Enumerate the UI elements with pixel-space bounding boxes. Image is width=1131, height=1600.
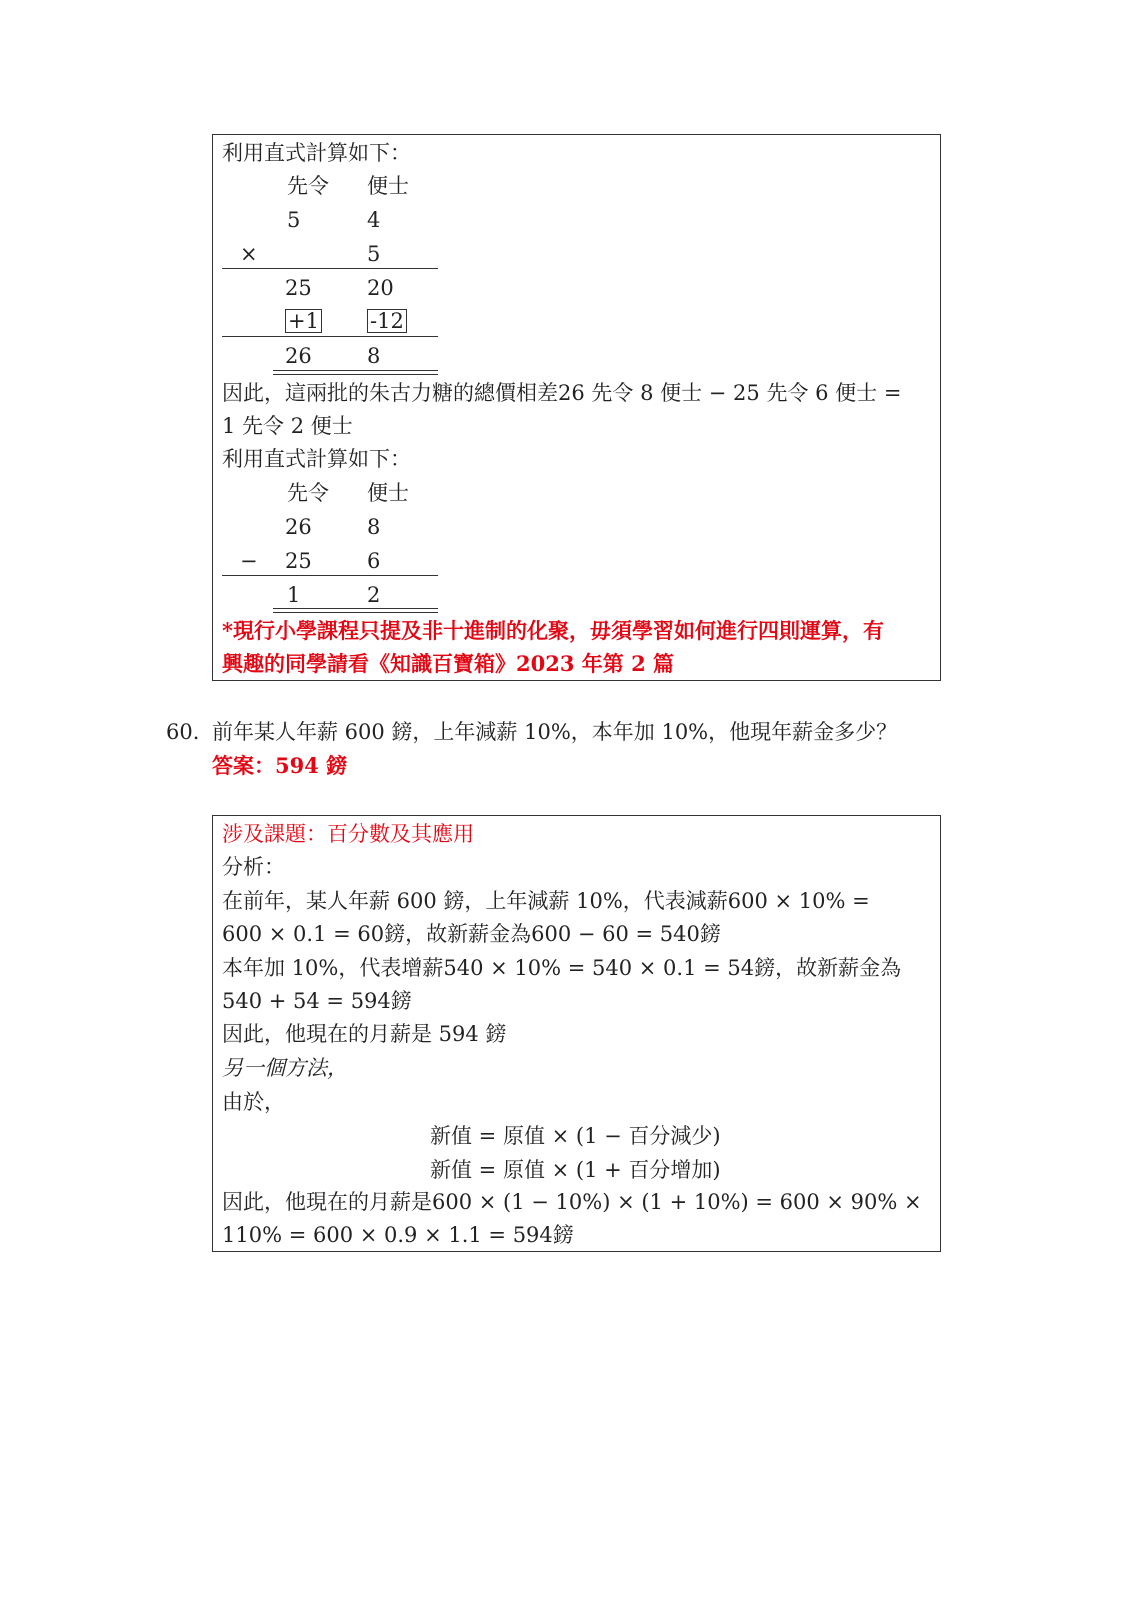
conclusion-line-1: 因此，這兩批的朱古力糖的總價相差26 先令 8 便士 − 25 先令 6 便士 = [222,381,902,405]
calc1-row2-pence: 5 [367,242,381,266]
calc1-carry-pence: -12 [367,309,407,333]
question-number: 60. [166,720,200,744]
calc2-header-pence: 便士 [367,481,409,505]
calc1-double-rule [273,370,438,375]
conclusion-line-2: 1 先令 2 便士 [222,414,353,438]
calc2-row1-pence: 8 [367,515,381,539]
calc1-result-shilling: 26 [285,344,312,368]
analysis-line-3: 本年加 10%，代表增薪540 × 10% = 540 × 0.1 = 54鎊，故新薪金為 [222,956,902,980]
calc1-header-shilling: 先令 [287,174,329,198]
calc1-rule-1 [222,268,438,269]
calc2-row1-shilling: 26 [285,515,312,539]
answer-text: 答案：594 鎊 [212,753,348,778]
analysis-line-7: 110% = 600 × 0.9 × 1.1 = 594鎊 [222,1223,574,1247]
calc1-rule-2 [222,336,438,337]
working-box-1 [212,134,941,681]
calc1-row1-shilling: 5 [287,208,301,232]
formula-decrease: 新值 = 原值 × (1 − 百分減少) [430,1124,721,1148]
curriculum-note-line-1: *現行小學課程只提及非十進制的化聚，毋須學習如何進行四則運算，有 [222,618,884,643]
calc2-rule [222,575,438,576]
calc1-row3-shilling: 25 [285,276,312,300]
calc2-header-shilling: 先令 [287,481,329,505]
analysis-line-2: 600 × 0.1 = 60鎊，故新薪金為600 − 60 = 540鎊 [222,922,721,946]
formula-increase: 新值 = 原值 × (1 + 百分增加) [430,1158,721,1182]
intro-text-1: 利用直式計算如下： [222,141,411,165]
calc2-result-pence: 2 [367,583,381,607]
curriculum-note-line-2: 興趣的同學請看《知識百寶箱》2023 年第 2 篇 [222,651,674,676]
calc2-minus-operator: − [240,549,258,573]
calc1-row3-pence: 20 [367,276,394,300]
alternative-method-label: 另一個方法， [222,1056,348,1080]
topic-heading: 涉及課題：百分數及其應用 [222,822,474,846]
analysis-line-5: 因此，他現在的月薪是 594 鎊 [222,1022,507,1046]
calc1-row1-pence: 4 [367,208,381,232]
calc1-result-pence: 8 [367,344,381,368]
analysis-line-4: 540 + 54 = 594鎊 [222,989,412,1013]
calc2-row2-shilling: 25 [285,549,312,573]
calc1-header-pence: 便士 [367,174,409,198]
analysis-line-6: 因此，他現在的月薪是600 × (1 − 10%) × (1 + 10%) = 600 × 90% × [222,1190,922,1214]
analysis-label: 分析： [222,855,285,879]
calc2-row2-pence: 6 [367,549,381,573]
calc1-carry-shilling: +1 [285,309,322,333]
analysis-line-1: 在前年，某人年薪 600 鎊，上年減薪 10%，代表減薪600 × 10% = [222,889,870,913]
intro-text-2: 利用直式計算如下： [222,447,411,471]
since-label: 由於， [222,1090,285,1114]
calc2-result-shilling: 1 [287,583,301,607]
calc1-multiply-operator: × [240,242,258,266]
calc2-double-rule [273,608,438,613]
question-text: 前年某人年薪 600 鎊，上年減薪 10%，本年加 10%，他現年薪金多少？ [212,720,898,744]
